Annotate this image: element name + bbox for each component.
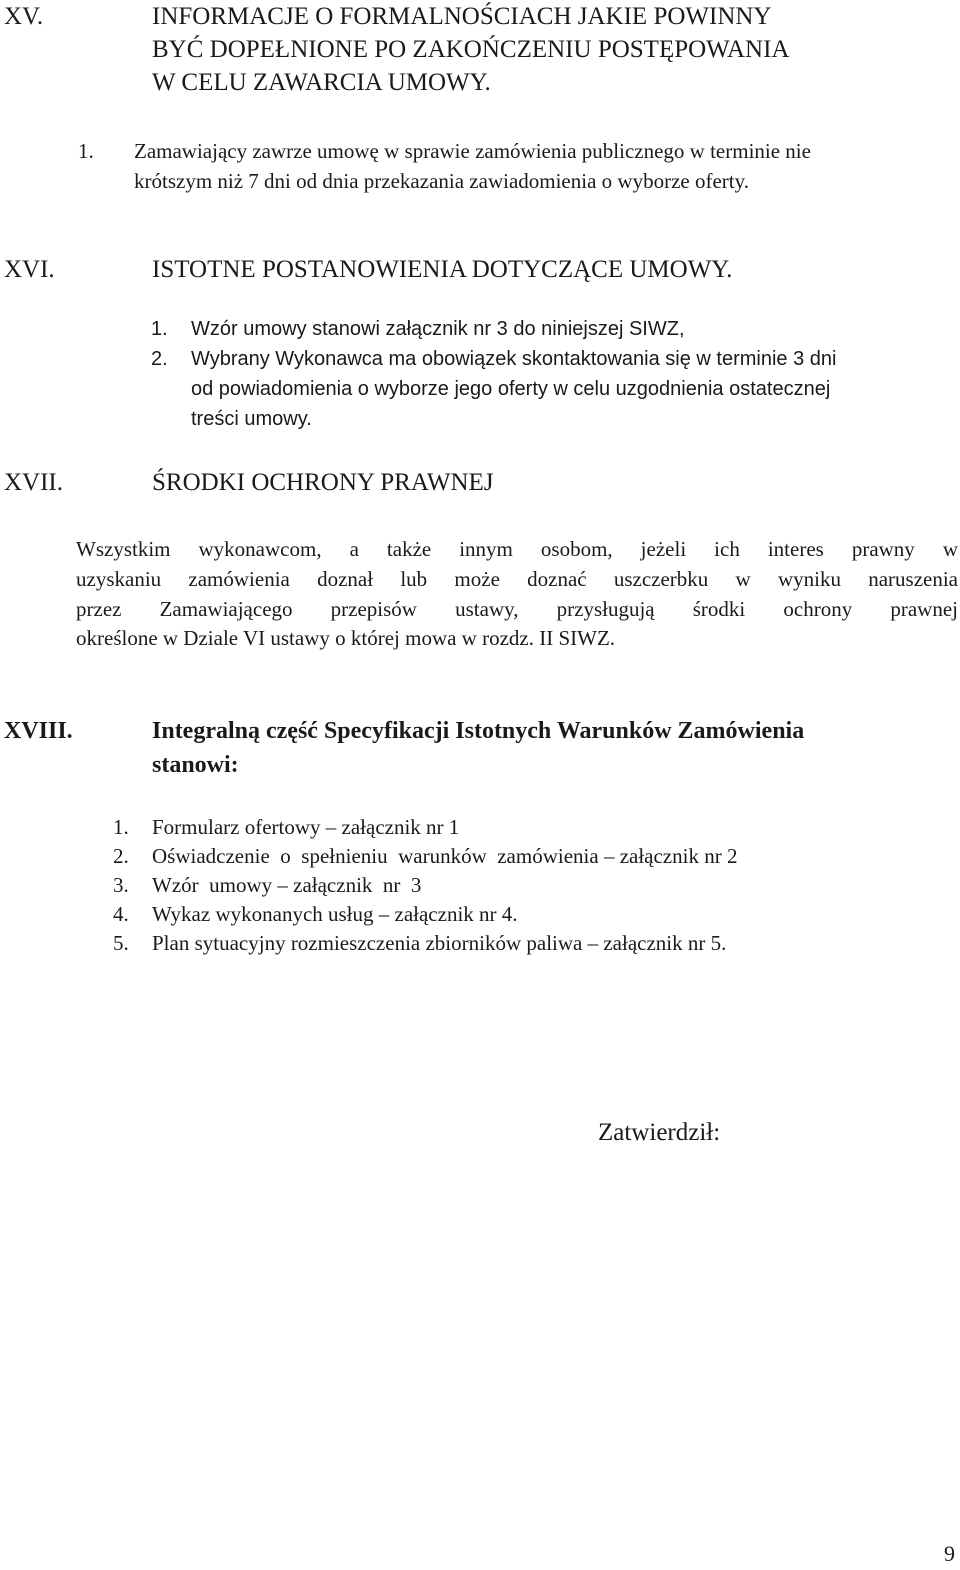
section-xvi-item-line: Wybrany Wykonawca ma obowiązek skontaktowania się w terminie 3 dni [191, 348, 837, 370]
page-number: 9 [944, 1541, 955, 1566]
section-xv-item-number: 1. [78, 139, 94, 163]
section-xvi-item-line: od powiadomienia o wyborze jego oferty w celu uzgodnienia ostatecznej [191, 378, 831, 400]
section-xv-title-line: W CELU ZAWARCIA UMOWY. [152, 69, 491, 96]
signature-label: Zatwierdził: [598, 1119, 721, 1146]
attachment-list-number: 3. [113, 873, 129, 897]
section-xvi-item-number: 2. [151, 348, 168, 370]
section-xvii-paragraph-line: przez Zamawiającego przepisów ustawy, przysługują środki ochrony prawnej [76, 597, 958, 621]
section-xviii-number: XVIII. [4, 718, 73, 744]
section-xv-item-line: krótszym niż 7 dni od dnia przekazania zawiadomienia o wyborze oferty. [134, 169, 749, 193]
section-xv-number: XV. [4, 3, 44, 30]
section-xvii-title: ŚRODKI OCHRONY PRAWNEJ [152, 469, 494, 496]
attachment-list-number: 1. [113, 815, 129, 839]
section-xvi-number: XVI. [4, 256, 55, 283]
attachment-list-item: Wykaz wykonanych usług – załącznik nr 4. [152, 902, 518, 926]
section-xvi-item-line: Wzór umowy stanowi załącznik nr 3 do niniejszej SIWZ, [191, 318, 685, 340]
attachment-list-item: Plan sytuacyjny rozmieszczenia zbiorników paliwa – załącznik nr 5. [152, 931, 727, 955]
section-xvii-paragraph-line: określone w Dziale VI ustawy o której mowa w rozdz. II SIWZ. [76, 626, 616, 650]
section-xv-title-line: BYĆ DOPEŁNIONE PO ZAKOŃCZENIU POSTĘPOWANIA [152, 36, 790, 63]
section-xviii-title-line: Integralną część Specyfikacji Istotnych Warunków Zamówienia [152, 718, 805, 744]
section-xvii-paragraph-line: Wszystkim wykonawcom, a także innym osobom, jeżeli ich interes prawny w [76, 537, 958, 561]
section-xvii-number: XVII. [4, 469, 64, 496]
section-xvi-item-number: 1. [151, 318, 168, 340]
section-xvii-paragraph-line: uzyskaniu zamówienia doznał lub może doznać uszczerbku w wyniku naruszenia [76, 567, 958, 591]
section-xv-item-line: Zamawiający zawrze umowę w sprawie zamówienia publicznego w terminie nie [134, 139, 811, 163]
section-xv-title-line: INFORMACJE O FORMALNOŚCIACH JAKIE POWINNY [152, 3, 772, 30]
attachment-list-item: Wzór umowy – załącznik nr 3 [152, 873, 422, 897]
section-xviii-title-line: stanowi: [152, 752, 239, 778]
attachment-list-number: 2. [113, 844, 129, 868]
attachment-list-item: Oświadczenie o spełnieniu warunków zamówienia – załącznik nr 2 [152, 844, 738, 868]
attachment-list-number: 4. [113, 902, 129, 926]
attachment-list-number: 5. [113, 931, 129, 955]
section-xvi-item-line: treści umowy. [191, 408, 312, 430]
section-xvi-title: ISTOTNE POSTANOWIENIA DOTYCZĄCE UMOWY. [152, 256, 733, 283]
attachment-list-item: Formularz ofertowy – załącznik nr 1 [152, 815, 460, 839]
